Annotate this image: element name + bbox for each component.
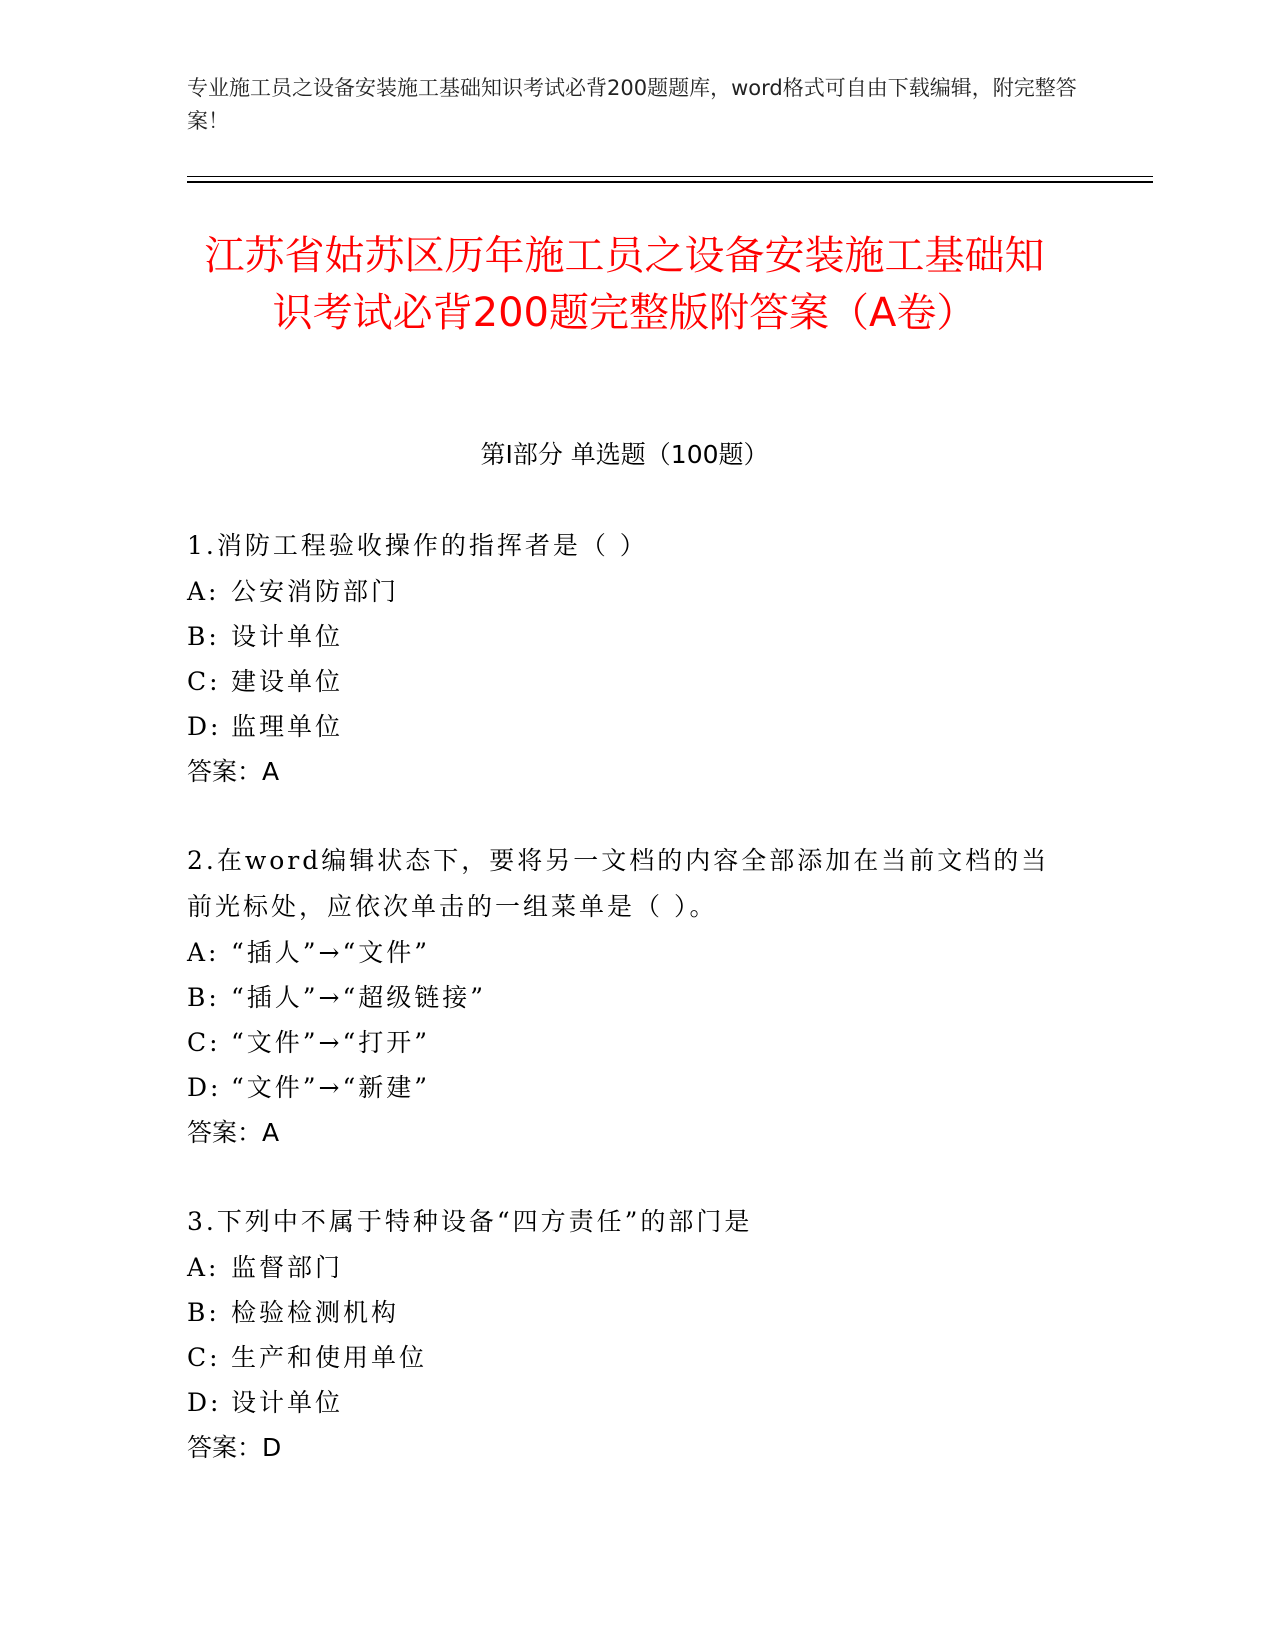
option-c <box>187 1335 1067 1380</box>
option-text: 公安消防部门 <box>231 577 400 606</box>
question-item <box>187 1199 1067 1470</box>
header-divider-thin <box>187 176 1153 177</box>
document-title: 江苏省姑苏区历年施工员之设备安装施工基础知识考试必背200题完整版附答案（A卷） <box>204 233 1045 336</box>
option-b <box>187 614 1067 659</box>
option-text: “文件”→“打开” <box>231 1028 431 1057</box>
option-letter: B: <box>187 622 220 651</box>
option-text: “插人”→“文件” <box>231 938 431 967</box>
option-text: “插人”→“超级链接” <box>231 983 487 1012</box>
question-list <box>187 523 1067 1514</box>
answer-line: 答案：A <box>187 757 280 786</box>
option-c <box>187 1020 1067 1065</box>
option-a <box>187 569 1067 614</box>
section-heading: 第I部分 单选题（100题） <box>480 440 769 469</box>
option-d <box>187 704 1067 749</box>
option-text: 生产和使用单位 <box>231 1343 428 1372</box>
option-b <box>187 975 1067 1020</box>
option-letter: A: <box>187 938 220 967</box>
option-letter: A: <box>187 1253 220 1282</box>
option-a <box>187 930 1067 975</box>
question-stem: 2.在word编辑状态下，要将另一文档的内容全部添加在当前文档的当前光标处，应依次单击的一组菜单是（ ）。 <box>187 846 1050 921</box>
option-text: 监督部门 <box>231 1253 344 1282</box>
question-item <box>187 523 1067 794</box>
option-text: “文件”→“新建” <box>231 1073 431 1102</box>
option-letter: A: <box>187 577 220 606</box>
option-d <box>187 1065 1067 1110</box>
option-d <box>187 1380 1067 1425</box>
option-letter: D: <box>187 1388 222 1417</box>
header-note: 专业施工员之设备安装施工基础知识考试必背200题题库，word格式可自由下载编辑，附完整答案！ <box>187 76 1077 133</box>
option-letter: D: <box>187 1073 222 1102</box>
question-item <box>187 838 1067 1155</box>
option-a <box>187 1245 1067 1290</box>
option-c <box>187 659 1067 704</box>
option-letter: B: <box>187 983 220 1012</box>
option-letter: C: <box>187 1028 221 1057</box>
option-b <box>187 1290 1067 1335</box>
option-letter: B: <box>187 1298 220 1327</box>
option-text: 建设单位 <box>231 667 344 696</box>
option-text: 设计单位 <box>231 1388 344 1417</box>
option-text: 设计单位 <box>231 622 344 651</box>
answer-line: 答案：D <box>187 1433 282 1462</box>
question-stem: 1.消防工程验收操作的指挥者是（ ） <box>187 531 648 560</box>
header-divider-thick <box>187 181 1153 183</box>
option-text: 检验检测机构 <box>231 1298 400 1327</box>
option-letter: C: <box>187 667 221 696</box>
option-text: 监理单位 <box>231 712 344 741</box>
option-letter: C: <box>187 1343 221 1372</box>
answer-line: 答案：A <box>187 1118 280 1147</box>
option-letter: D: <box>187 712 222 741</box>
question-stem: 3.下列中不属于特种设备“四方责任”的部门是 <box>187 1207 753 1236</box>
